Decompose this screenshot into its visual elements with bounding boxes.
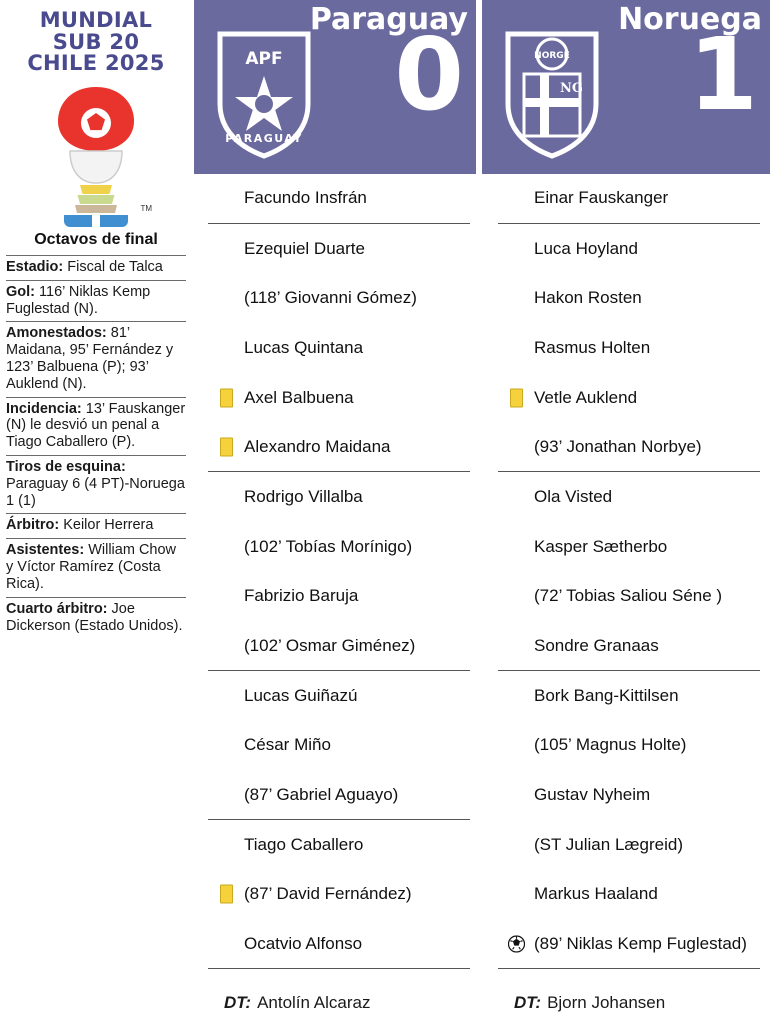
player-name: Vetle Auklend xyxy=(534,387,638,407)
list-item xyxy=(208,671,470,721)
list-item xyxy=(208,422,470,472)
list-item xyxy=(498,919,760,969)
trophy-logo-icon xyxy=(36,79,156,229)
player-name: (87’ David Fernández) xyxy=(244,884,412,904)
coach-name: Antolín Alcaraz xyxy=(257,993,371,1012)
list-item xyxy=(498,224,760,274)
player-name: (102’ Tobías Morínigo) xyxy=(244,536,413,556)
info-arbitro-value: Keilor Herrera xyxy=(63,517,154,534)
info-gol-value: 116’ Niklas Kemp Fuglestad (N). xyxy=(6,283,151,317)
player-name: Sondre Granaas xyxy=(534,635,659,655)
coach-name: Bjorn Johansen xyxy=(547,993,666,1012)
info-asistentes-value: William Chow y Víctor Ramírez (Costa Rica). xyxy=(6,542,177,592)
info-incidencia-value: 13’ Fauskanger (N) le desvió un penal a Tiago Caballero (P). xyxy=(6,400,186,451)
info-amonestados-value: 81’ Maidana, 95’ Fernández y 123’ Balbuena (P); 93’ Auklend (N). xyxy=(6,325,174,392)
score-home: 0 xyxy=(394,16,464,133)
info-cuarto-arbitro xyxy=(6,597,186,639)
list-item xyxy=(498,621,760,671)
info-gol xyxy=(6,280,186,322)
info-arbitro-label: Árbitro: xyxy=(6,517,60,534)
list-item xyxy=(498,174,760,224)
list-item xyxy=(208,522,470,572)
goal-ball-icon xyxy=(508,935,525,952)
info-tiros-de-esquina xyxy=(6,455,186,513)
team-column-home xyxy=(194,0,482,1021)
info-tiros-label: Tiros de esquina: xyxy=(6,459,126,475)
list-item xyxy=(498,422,760,472)
list-item xyxy=(208,820,470,870)
list-item xyxy=(208,273,470,323)
team-header-home xyxy=(194,0,482,174)
player-name: Facundo Insfrán xyxy=(244,188,367,208)
player-name: César Miño xyxy=(244,735,331,755)
list-item xyxy=(208,323,470,373)
lineup-away xyxy=(482,174,770,987)
yellow-card-icon xyxy=(510,388,523,407)
score-away: 1 xyxy=(688,16,758,133)
team-crest-away-icon xyxy=(498,28,606,160)
player-name: Axel Balbuena xyxy=(244,387,354,407)
list-item xyxy=(208,721,470,771)
list-item xyxy=(498,472,760,522)
player-name: (105’ Magnus Holte) xyxy=(534,735,687,755)
svg-text:PARAGUAY: PARAGUAY xyxy=(225,132,303,145)
yellow-card-icon xyxy=(220,388,233,407)
svg-text:APF: APF xyxy=(245,49,283,69)
svg-text:NORGE: NORGE xyxy=(534,51,570,61)
list-item xyxy=(208,174,470,224)
info-tiros-value: Paraguay 6 (4 PT)-Noruega 1 (1) xyxy=(6,475,185,509)
player-name: Ola Visted xyxy=(534,486,613,506)
player-name: Kasper Sætherbo xyxy=(534,536,668,556)
list-item xyxy=(208,373,470,423)
player-name: Markus Haaland xyxy=(534,884,658,904)
player-name: Luca Hoyland xyxy=(534,238,638,258)
player-name: (118’ Giovanni Gómez) xyxy=(244,288,417,308)
lineup-home xyxy=(194,174,482,987)
player-name: (89’ Niklas Kemp Fuglestad) xyxy=(534,933,747,953)
player-name: (72’ Tobias Saliou Séne ) xyxy=(534,586,723,606)
list-item xyxy=(208,224,470,274)
player-name: Alexandro Maidana xyxy=(244,436,391,456)
player-name: (87’ Gabriel Aguayo) xyxy=(244,784,399,804)
player-name: Lucas Guiñazú xyxy=(244,685,358,705)
list-item xyxy=(208,621,470,671)
player-name: Bork Bang-Kittilsen xyxy=(534,685,679,705)
team-crest-home-icon xyxy=(210,28,318,160)
match-info-column xyxy=(0,0,194,1021)
coach-label: DT: xyxy=(224,993,252,1012)
info-estadio-value: Fiscal de Talca xyxy=(67,258,163,275)
list-item xyxy=(498,522,760,572)
svg-text:NG: NG xyxy=(560,81,583,96)
team-column-away xyxy=(482,0,770,1021)
player-name: Rasmus Holten xyxy=(534,337,651,357)
list-item xyxy=(498,721,760,771)
tournament-title-line-3: CHILE 2025 xyxy=(27,51,165,76)
player-name: Tiago Caballero xyxy=(244,834,364,854)
list-item xyxy=(498,373,760,423)
tournament-title xyxy=(6,10,186,75)
info-incidencia xyxy=(6,397,186,455)
player-name: (93’ Jonathan Norbye) xyxy=(534,436,702,456)
player-name: Gustav Nyheim xyxy=(534,785,651,805)
yellow-card-icon xyxy=(220,437,233,456)
list-item xyxy=(498,820,760,870)
info-estadio xyxy=(6,255,186,280)
info-cuarto-arbitro-label: Cuarto árbitro: xyxy=(6,600,108,617)
list-item xyxy=(208,572,470,622)
list-item xyxy=(208,919,470,969)
list-item xyxy=(498,671,760,721)
info-estadio-label: Estadio: xyxy=(6,258,64,275)
list-item xyxy=(208,870,470,920)
coach-away xyxy=(498,987,760,1021)
info-arbitro xyxy=(6,513,186,538)
player-name: Hakon Rosten xyxy=(534,288,642,308)
info-gol-label: Gol: xyxy=(6,283,35,300)
player-name: Fabrizio Baruja xyxy=(244,586,359,606)
tournament-title-line-2: SUB 20 xyxy=(52,29,140,54)
info-amonestados xyxy=(6,321,186,396)
info-cuarto-arbitro-value: Joe Dickerson (Estado Unidos). xyxy=(6,600,183,634)
list-item xyxy=(208,472,470,522)
player-name: (102’ Osmar Giménez) xyxy=(244,635,416,655)
team-name-home: Paraguay xyxy=(309,2,468,37)
player-name: Einar Fauskanger xyxy=(534,188,669,208)
list-item xyxy=(498,870,760,920)
yellow-card-icon xyxy=(220,885,233,904)
list-item xyxy=(498,273,760,323)
team-name-away: Noruega xyxy=(618,2,762,37)
player-name: Lucas Quintana xyxy=(244,337,364,357)
player-name: Rodrigo Villalba xyxy=(244,486,363,506)
team-header-away xyxy=(482,0,770,174)
list-item xyxy=(498,323,760,373)
info-incidencia-label: Incidencia: xyxy=(6,400,82,417)
player-name: Ocatvio Alfonso xyxy=(244,933,363,953)
tournament-title-line-1: MUNDIAL xyxy=(39,8,153,32)
player-name: (ST Julian Lægreid) xyxy=(534,834,683,854)
round-name: Octavos de final xyxy=(34,230,158,248)
player-name: Ezequiel Duarte xyxy=(244,238,365,258)
info-amonestados-label: Amonestados: xyxy=(6,325,107,342)
coach-label: DT: xyxy=(514,993,542,1012)
list-item xyxy=(498,572,760,622)
coach-home xyxy=(208,987,470,1021)
trademark-mark: TM xyxy=(140,203,152,213)
info-asistentes-label: Asistentes: xyxy=(6,542,85,559)
info-asistentes xyxy=(6,538,186,596)
list-item xyxy=(208,770,470,820)
list-item xyxy=(498,770,760,820)
